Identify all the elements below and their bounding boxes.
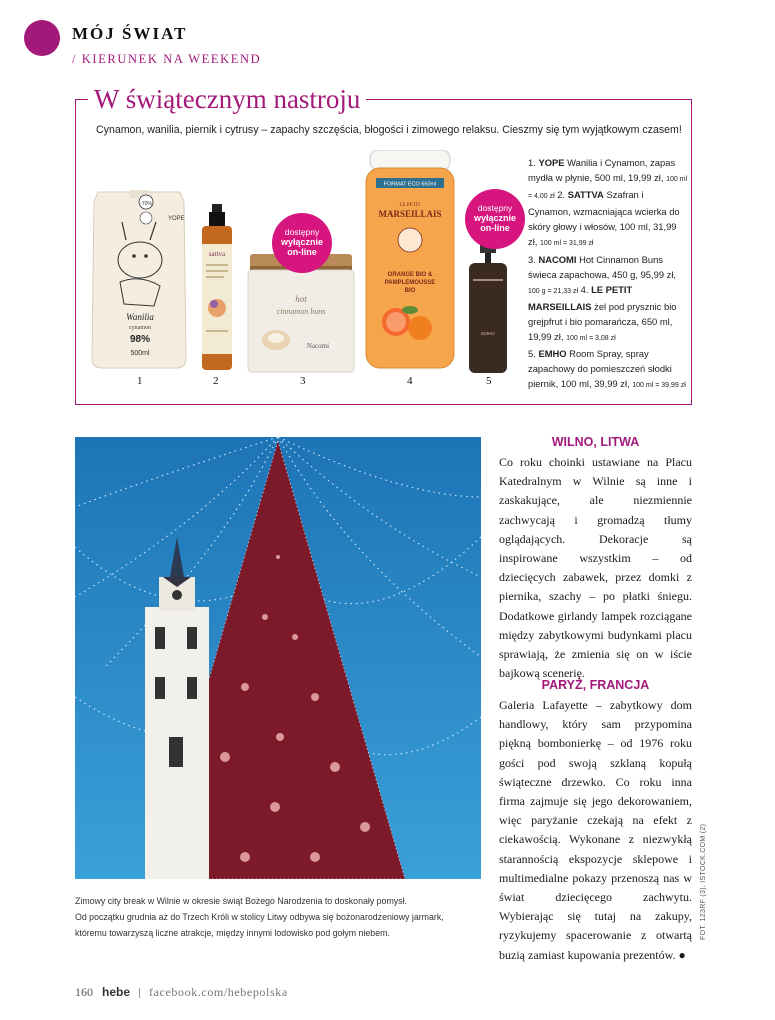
- lpm-variant-2: PAMPLEMOUSSE: [384, 280, 436, 286]
- box-title: W świątecznym nastroju: [88, 84, 366, 115]
- product-lpm-image: [362, 150, 458, 372]
- vilnius-tree-photo: [75, 437, 481, 879]
- vilnius-text: Co roku choinki ustawiane na Placu Katedralnym w Wilnie są inne i zaskakujące, ale niezmiennie zachwycają i gromadzą tłumy oglądających. Dekoracje są inspirowane wszystkim – od dziecięcych zabawek, przez domki z piernika, szachy – po płatki śniegu. Dodatkowe girlandy lampek rozciągane między zabytkowymi budynkami placu sprawiają, że zmienia się on w iście bajkową scenerię.: [499, 455, 692, 681]
- section-subtitle: / KIERUNEK NA WEEKEND: [72, 52, 262, 66]
- p5-brand: EMHO: [538, 348, 567, 360]
- sattva-brand: sattva: [208, 250, 226, 258]
- photo-caption: [75, 893, 485, 941]
- badge-bottom: on-line: [287, 247, 317, 257]
- badge-top: dostępny: [284, 227, 320, 237]
- p5-price: 39,99 zł,: [594, 378, 630, 390]
- p1-unit: 100 ml = 4,00 zł: [528, 176, 688, 201]
- p4-text: żel pod prysznic bio grejpfrut i bio pomarańcza, 650 ml,: [528, 300, 677, 327]
- p1-text: Wanilia i Cynamon, zapas mydła w płynie, 500 ml,: [528, 157, 676, 184]
- badge-bottom: on-line: [480, 223, 510, 233]
- yope-vol: 500ml: [130, 350, 150, 357]
- caption-line-2: Od początku grudnia aż do Trzech Króli w stolicy Litwy odbywa się bożonarodzeniowy jarmark,: [75, 912, 444, 922]
- candle-line2: cinnamon buns: [276, 307, 326, 316]
- box-intro: Cynamon, wanilia, piernik i cytrusy – zapachy szczęścia, błogości i zimowego relaksu. Cieszmy się tym wyjątkowym czasem!: [96, 124, 682, 136]
- footer-url: facebook.com/hebepolska: [149, 985, 288, 999]
- p2-unit: 100 ml = 31,99 zł: [539, 240, 594, 248]
- candle-brand: Nacomi: [306, 342, 330, 350]
- product-emho-image: [463, 235, 513, 375]
- p4-brand: LE PETIT MARSEILLAIS: [528, 283, 633, 312]
- badge-bold: wyłącznie: [280, 237, 324, 247]
- footer-divider: [139, 988, 140, 998]
- product-number-3: 3: [300, 375, 306, 387]
- page-number: 160: [75, 985, 93, 999]
- p4-num: 4.: [580, 283, 589, 295]
- p4-price: 19,99 zł,: [528, 331, 564, 343]
- yope-brand: YOPE: [168, 216, 185, 222]
- paris-heading: PARYŻ, FRANCJA: [541, 678, 650, 692]
- caption-line-1: Zimowy city break w Wilnie w okresie świąt Bożego Narodzenia to doskonały pomysł.: [75, 896, 407, 906]
- section-title: MÓJ ŚWIAT: [72, 24, 188, 43]
- p1-price: 19,99 zł,: [628, 172, 664, 184]
- p1-num: 1.: [528, 157, 536, 168]
- product-number-1: 1: [137, 375, 143, 387]
- badge-bold: wyłącznie: [473, 213, 517, 223]
- lpm-top: FORMAT ECO 650ml: [383, 181, 437, 188]
- yope-pct: 98%: [129, 334, 151, 345]
- p2-brand: SATTVA: [567, 189, 604, 201]
- p5-unit: 100 ml = 39,99 zł: [632, 382, 686, 390]
- emho-label: EMHO: [481, 331, 495, 336]
- page-footer: [75, 985, 288, 1000]
- lpm-variant-3: BIO: [404, 288, 416, 294]
- product-yope-image: [90, 182, 188, 370]
- badge-top: dostępny: [477, 203, 513, 213]
- candle-line1: hot: [295, 294, 307, 304]
- p1-brand: YOPE: [538, 157, 565, 168]
- online-badge: [465, 189, 525, 249]
- product-number-2: 2: [213, 375, 219, 387]
- lpm-brand-1: LE PETIT: [399, 203, 421, 208]
- product-sattva-image: [196, 204, 238, 372]
- p2-text: Szafran i Cynamon, wzmacniająca wcierka do skóry głowy i włosów, 100 ml,: [528, 189, 680, 233]
- p3-num: 3.: [528, 253, 536, 265]
- p3-brand: NACOMI: [538, 253, 577, 265]
- lpm-variant-1: ORANGE BIO &: [387, 272, 433, 278]
- p3-price: 95,99 zł,: [640, 268, 677, 280]
- caption-line-3: któremu towarzyszą liczne atrakcje, między innymi lodowisko pod gołym niebem.: [75, 928, 390, 938]
- p4-unit: 100 ml = 3,08 zł: [566, 335, 616, 343]
- p3-unit: 100 g = 21,33 zł: [528, 287, 579, 295]
- yope-name: Wanilia: [126, 312, 154, 322]
- lpm-brand-2: MARSEILLAIS: [378, 209, 442, 219]
- paris-text: Galeria Lafayette – zabytkowy dom handlowy, który sam przypomina piękną bombonierkę – od 1976 roku gości pod swoją szklaną kopułą świąteczne drzewko. Co roku inna firma zajmuje się jego dekorowaniem, więc paryżanie czekają na efekt z ciekawością. Wykonane z niezwykłą starannością ekspozycje sklepowe i multimedialne pokazy przenoszą nas w świat dziecięcego zachwytu. Wybierając się tutaj na zakupy, ryzykujemy spacerowanie z otwartą buzią zamiast kupowania prezentów. ●: [499, 698, 692, 962]
- p2-price: 31,99 zł,: [528, 221, 677, 248]
- p5-num: 5.: [528, 348, 536, 360]
- p2-num: 2.: [557, 189, 566, 201]
- footer-brand: hebe: [102, 985, 131, 999]
- section-dot: [24, 20, 60, 56]
- online-badge: [272, 213, 332, 273]
- p3-text: Hot Cinnamon Buns świeca zapachowa, 450 g,: [528, 253, 663, 280]
- vilnius-heading: WILNO, LITWA: [551, 435, 640, 449]
- product-number-4: 4: [407, 375, 413, 387]
- yope-sub: cynamon: [129, 325, 151, 331]
- p5-text: Room Spray, spray zapachowy do pomieszczeń słodki piernik, 100 ml,: [528, 348, 672, 390]
- product-descriptions: [528, 155, 688, 393]
- yope-badge: -70%: [140, 201, 152, 207]
- product-number-5: 5: [486, 375, 492, 387]
- photo-credit: FOT. 123RF (3), ISTOCK.COM (2): [700, 823, 707, 940]
